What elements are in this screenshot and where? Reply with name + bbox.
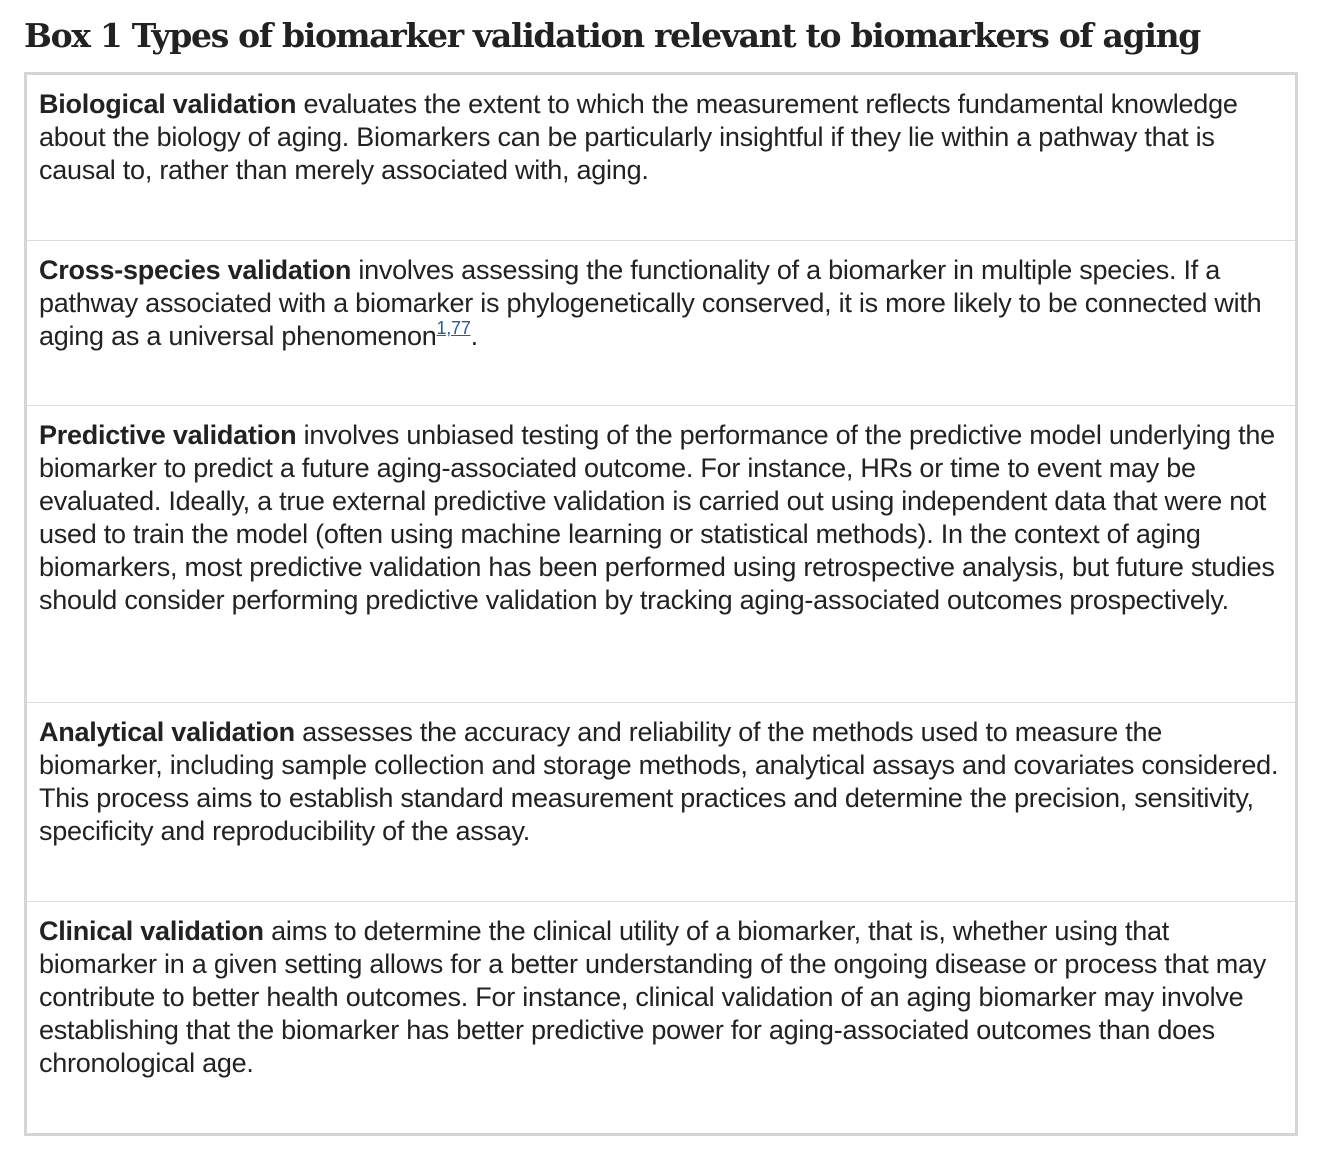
box-container <box>24 72 1298 1136</box>
section-clinical-validation <box>27 902 1295 1133</box>
section-biological-validation <box>27 75 1295 241</box>
section-paragraph <box>39 88 1285 187</box>
section-analytical-validation <box>27 703 1295 902</box>
box-title: Box 1 Types of biomarker validation relevant to biomarkers of aging <box>24 16 1201 55</box>
citation-link[interactable]: 1,77 <box>436 318 471 339</box>
section-term: Analytical validation <box>39 717 295 747</box>
section-term: Predictive validation <box>39 420 297 450</box>
section-term: Biological validation <box>39 89 297 119</box>
section-body: assesses the accuracy and reliability of the methods used to measure the biomarker, including sample collection and storage methods, analytical assays and covariates considered. This process aims to establish standard measurement practices and determine the precision, sensitivity, specificity and reproducibility of the assay. <box>39 717 1279 847</box>
section-paragraph <box>39 716 1285 848</box>
section-term: Cross-species validation <box>39 255 352 285</box>
section-body: evaluates the extent to which the measurement reflects fundamental knowledge about the biology of aging. Biomarkers can be particularly insightful if they lie within a pathway that is causal to, rather than merely associated with, aging. <box>39 89 1238 186</box>
section-predictive-validation <box>27 406 1295 703</box>
section-paragraph <box>39 254 1285 353</box>
section-body-end: . <box>470 321 478 352</box>
section-paragraph <box>39 419 1285 618</box>
section-cross-species-validation <box>27 241 1295 406</box>
section-paragraph <box>39 915 1285 1080</box>
section-body: aims to determine the clinical utility of a biomarker, that is, whether using that biomarker in a given setting allows for a better understanding of the ongoing disease or process that may contribute to better health outcomes. For instance, clinical validation of an aging biomarker may involve establishing that the biomarker has better predictive power for aging-associated outcomes than does chronological age. <box>39 916 1266 1079</box>
section-body: involves assessing the functionality of a biomarker in multiple species. If a pathway associated with a biomarker is phylogenetically conserved, it is more likely to be connected with aging as a universal phenomenon <box>39 255 1262 352</box>
section-term: Clinical validation <box>39 916 264 946</box>
section-body: involves unbiased testing of the performance of the predictive model underlying the biomarker to predict a future aging-associated outcome. For instance, HRs or time to event may be evaluated. Ideally, a true external predictive validation is carried out using independent data that were not used to train the model (often using machine learning or statistical methods). In the context of aging biomarkers, most predictive validation has been performed using retrospective analysis, but future studies should consider performing predictive validation by tracking aging-associated outcomes prospectively. <box>39 420 1275 616</box>
